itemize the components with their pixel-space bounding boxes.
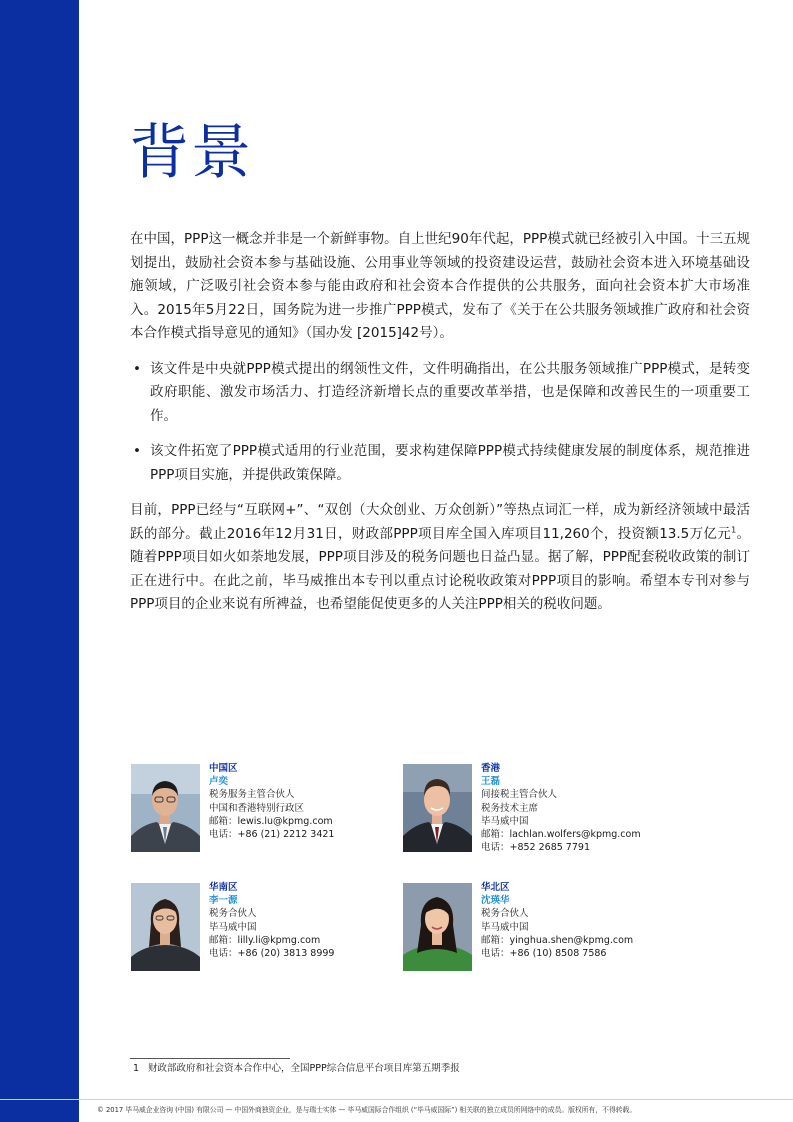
footnote-ref[interactable]: 1 — [731, 525, 737, 534]
contact-region: 香港 — [481, 763, 501, 774]
contact-name: 李一源 — [209, 895, 238, 907]
contact-name: 沈瑛华 — [481, 895, 510, 907]
footer-divider — [0, 1099, 793, 1100]
copyright-notice: © 2017 毕马威企业咨询 (中国) 有限公司 — 中国外商独资企业，是与瑞士实体 — 毕马威国际合作组织 (“毕马威国际”) 相关联的独立成员所网络中的成员。版权所有，不得转载。 — [97, 1106, 637, 1114]
avatar — [403, 764, 472, 852]
bullet-item — [130, 358, 750, 429]
bullet-text: 该文件是中央就PPP模式提出的纲领性文件，文件明确指出，在公共服务领域推广PPP模式，是转变政府职能、激发市场活力、打造经济新增长点的重要改革举措，也是保障和改善民生的一项重要工作。 — [150, 360, 750, 424]
contact-phone: 电话：+852 2685 7791 — [481, 842, 590, 854]
footnote-text: 财政部政府和社会资本合作中心，全国PPP综合信息平台项目库第五期季报 — [148, 1063, 460, 1074]
contact-title: 间接税主管合伙人 — [481, 789, 558, 801]
intro-paragraph: 在中国，PPP这一概念并非是一个新鲜事物。自上世纪90年代起，PPP模式就已经被引入中国。十三五规划提出，鼓励社会资本参与基础设施、公用事业等领域的投资建设运营，鼓励社会资本进入环境基础设施领域，广泛吸引社会资本参与能由政府和社会资本合作提供的公共服务，面向社会资本扩大市场准入。2015年5月22日，国务院为进一步推广PPP模式，发布了《关于在公共服务领域推广政府和社会资本合作模式指导意见的通知》（国办发 [2015]42号）。 — [130, 231, 750, 341]
contact-email[interactable]: 邮箱：lilly.li@kpmg.com — [209, 934, 321, 946]
paragraph-text: 目前，PPP已经与“互联网+”、“双创（大众创业、万众创新）”等热点词汇一样，成为新经济领域中最活跃的部分。截止2016年12月31日，财政部PPP项目库全国入库项目11,260个，投资额13.5万亿元 — [130, 502, 750, 542]
contact-phone: 电话：+86 (21) 2212 3421 — [209, 829, 335, 841]
footnote-number: 1 — [133, 1063, 140, 1074]
contact-info — [209, 881, 334, 960]
footnote-divider — [130, 1058, 290, 1059]
contact-title: 税务技术主席 — [481, 802, 539, 814]
bullet-text: 该文件拓宽了PPP模式适用的行业范围，要求构建保障PPP模式持续健康发展的制度体系，规范推进PPP项目实施，并提供政策保障。 — [150, 443, 750, 483]
paragraph-text: 。随着PPP项目如火如荼地发展，PPP项目涉及的税务问题也日益凸显。据了解，PPP配套税收政策的制订正在进行中。在此之前，毕马威推出本专刊以重点讨论税收政策对PPP项目的影响。希望本专刊对参与PPP项目的企业来说有所裨益，也希望能促使更多的人关注PPP相关的税收问题。 — [130, 525, 750, 612]
contact-region: 华南区 — [209, 882, 238, 893]
bullet-icon: • — [133, 443, 141, 459]
footnote — [133, 1062, 460, 1075]
avatar — [131, 883, 200, 971]
current-status-paragraph — [130, 499, 750, 617]
contact-phone: 电话：+86 (20) 3813 8999 — [209, 948, 335, 960]
contact-title: 毕马威中国 — [209, 921, 257, 933]
contact-name: 王磊 — [481, 776, 501, 788]
contact-card — [403, 883, 723, 983]
left-brand-bar — [0, 0, 79, 1122]
bullet-icon: • — [133, 360, 141, 377]
contact-title: 税务合伙人 — [481, 908, 529, 920]
contact-region: 华北区 — [481, 882, 510, 893]
contact-title: 税务合伙人 — [209, 908, 257, 920]
bullet-item — [130, 440, 750, 487]
contact-name: 卢奕 — [209, 776, 229, 788]
contact-region: 中国区 — [209, 763, 238, 774]
contact-email[interactable]: 邮箱：lachlan.wolfers@kpmg.com — [481, 829, 641, 841]
contact-phone: 电话：+86 (10) 8508 7586 — [481, 948, 607, 960]
bullet-list — [130, 358, 750, 488]
contact-title: 税务服务主管合伙人 — [209, 789, 295, 801]
avatar — [131, 764, 200, 852]
contact-title: 毕马威中国 — [481, 921, 529, 933]
avatar — [403, 883, 472, 971]
body-content — [130, 228, 750, 629]
contact-info — [481, 762, 641, 854]
contact-title: 毕马威中国 — [481, 815, 529, 827]
contact-card — [403, 764, 723, 864]
contact-info — [209, 762, 334, 841]
contact-email[interactable]: 邮箱：yinghua.shen@kpmg.com — [481, 934, 634, 946]
contact-info — [481, 881, 633, 960]
contact-email[interactable]: 邮箱：lewis.lu@kpmg.com — [209, 815, 333, 827]
page-title: 背景 — [129, 118, 253, 188]
contact-title: 中国和香港特别行政区 — [209, 802, 305, 814]
